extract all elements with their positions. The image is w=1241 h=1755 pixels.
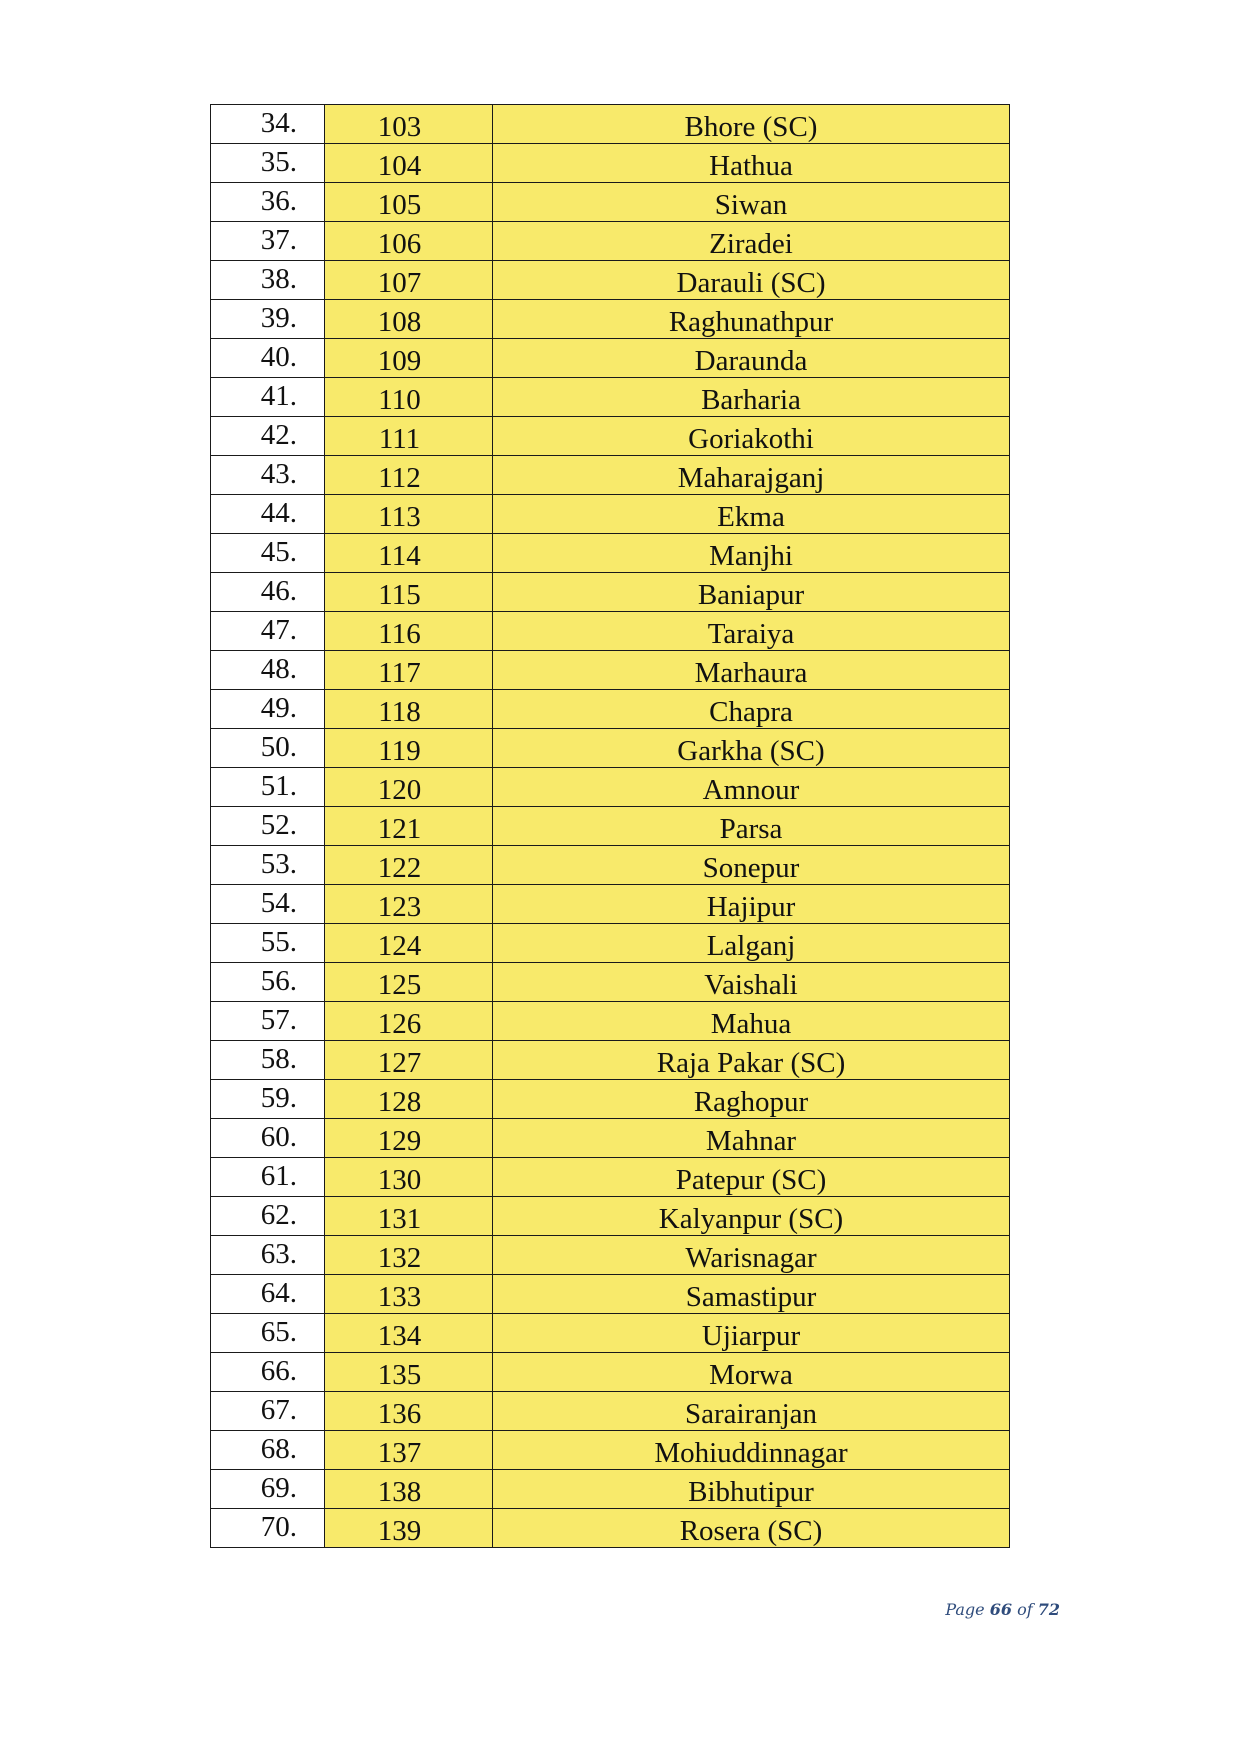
constituency-name-cell: Hajipur	[493, 885, 1010, 924]
ac-number-cell: 110	[325, 378, 493, 417]
ac-number-cell: 139	[325, 1509, 493, 1548]
table-row	[211, 1197, 1010, 1236]
table-row	[211, 690, 1010, 729]
constituency-name-cell: Warisnagar	[493, 1236, 1010, 1275]
constituency-name-cell: Samastipur	[493, 1275, 1010, 1314]
constituency-name-cell: Bibhutipur	[493, 1470, 1010, 1509]
serial-number-cell: 43.	[211, 456, 325, 495]
constituency-name-cell: Chapra	[493, 690, 1010, 729]
table-row	[211, 1353, 1010, 1392]
table-row	[211, 729, 1010, 768]
constituency-name-cell: Sarairanjan	[493, 1392, 1010, 1431]
constituency-name-cell: Marhaura	[493, 651, 1010, 690]
constituency-name-cell: Hathua	[493, 144, 1010, 183]
table-row	[211, 1275, 1010, 1314]
table-row	[211, 495, 1010, 534]
serial-number-cell: 44.	[211, 495, 325, 534]
ac-number-cell: 131	[325, 1197, 493, 1236]
serial-number-cell: 51.	[211, 768, 325, 807]
ac-number-cell: 118	[325, 690, 493, 729]
ac-number-cell: 107	[325, 261, 493, 300]
ac-number-cell: 106	[325, 222, 493, 261]
constituency-name-cell: Daraunda	[493, 339, 1010, 378]
table-row	[211, 417, 1010, 456]
constituency-name-cell: Maharajganj	[493, 456, 1010, 495]
serial-number-cell: 37.	[211, 222, 325, 261]
ac-number-cell: 117	[325, 651, 493, 690]
ac-number-cell: 123	[325, 885, 493, 924]
serial-number-cell: 61.	[211, 1158, 325, 1197]
serial-number-cell: 63.	[211, 1236, 325, 1275]
ac-number-cell: 109	[325, 339, 493, 378]
serial-number-cell: 50.	[211, 729, 325, 768]
table-row	[211, 1509, 1010, 1548]
serial-number-cell: 62.	[211, 1197, 325, 1236]
table-row	[211, 651, 1010, 690]
table-row	[211, 456, 1010, 495]
constituency-name-cell: Siwan	[493, 183, 1010, 222]
table-row	[211, 1392, 1010, 1431]
ac-number-cell: 129	[325, 1119, 493, 1158]
serial-number-cell: 60.	[211, 1119, 325, 1158]
table-row	[211, 1002, 1010, 1041]
constituency-name-cell: Parsa	[493, 807, 1010, 846]
table-row	[211, 183, 1010, 222]
constituency-name-cell: Ujiarpur	[493, 1314, 1010, 1353]
serial-number-cell: 52.	[211, 807, 325, 846]
ac-number-cell: 105	[325, 183, 493, 222]
ac-number-cell: 133	[325, 1275, 493, 1314]
constituency-name-cell: Raja Pakar (SC)	[493, 1041, 1010, 1080]
ac-number-cell: 124	[325, 924, 493, 963]
serial-number-cell: 56.	[211, 963, 325, 1002]
ac-number-cell: 135	[325, 1353, 493, 1392]
ac-number-cell: 103	[325, 105, 493, 144]
ac-number-cell: 119	[325, 729, 493, 768]
constituency-name-cell: Darauli (SC)	[493, 261, 1010, 300]
constituency-name-cell: Raghunathpur	[493, 300, 1010, 339]
table-row	[211, 1080, 1010, 1119]
constituency-name-cell: Mahnar	[493, 1119, 1010, 1158]
serial-number-cell: 46.	[211, 573, 325, 612]
serial-number-cell: 35.	[211, 144, 325, 183]
ac-number-cell: 130	[325, 1158, 493, 1197]
serial-number-cell: 34.	[211, 105, 325, 144]
page-footer	[945, 1600, 1060, 1619]
ac-number-cell: 137	[325, 1431, 493, 1470]
ac-number-cell: 104	[325, 144, 493, 183]
serial-number-cell: 42.	[211, 417, 325, 456]
constituency-name-cell: Goriakothi	[493, 417, 1010, 456]
of-label: of	[1017, 1600, 1033, 1619]
current-page-number: 66	[989, 1600, 1012, 1619]
ac-number-cell: 121	[325, 807, 493, 846]
table-row	[211, 339, 1010, 378]
ac-number-cell: 112	[325, 456, 493, 495]
table-row	[211, 222, 1010, 261]
constituency-name-cell: Lalganj	[493, 924, 1010, 963]
table-row	[211, 768, 1010, 807]
table-row	[211, 300, 1010, 339]
ac-number-cell: 136	[325, 1392, 493, 1431]
table-row	[211, 963, 1010, 1002]
table-row	[211, 261, 1010, 300]
constituency-name-cell: Patepur (SC)	[493, 1158, 1010, 1197]
constituency-name-cell: Mohiuddinnagar	[493, 1431, 1010, 1470]
serial-number-cell: 59.	[211, 1080, 325, 1119]
table-row	[211, 885, 1010, 924]
ac-number-cell: 138	[325, 1470, 493, 1509]
constituency-table-body	[211, 105, 1010, 1548]
table-row	[211, 846, 1010, 885]
serial-number-cell: 53.	[211, 846, 325, 885]
ac-number-cell: 115	[325, 573, 493, 612]
table-row	[211, 378, 1010, 417]
ac-number-cell: 116	[325, 612, 493, 651]
serial-number-cell: 57.	[211, 1002, 325, 1041]
serial-number-cell: 69.	[211, 1470, 325, 1509]
table-row	[211, 1119, 1010, 1158]
constituency-name-cell: Sonepur	[493, 846, 1010, 885]
ac-number-cell: 125	[325, 963, 493, 1002]
ac-number-cell: 128	[325, 1080, 493, 1119]
constituency-name-cell: Ziradei	[493, 222, 1010, 261]
serial-number-cell: 66.	[211, 1353, 325, 1392]
constituency-name-cell: Baniapur	[493, 573, 1010, 612]
ac-number-cell: 127	[325, 1041, 493, 1080]
table-row	[211, 573, 1010, 612]
ac-number-cell: 122	[325, 846, 493, 885]
constituency-table	[210, 104, 1010, 1548]
table-row	[211, 1470, 1010, 1509]
table-row	[211, 612, 1010, 651]
ac-number-cell: 132	[325, 1236, 493, 1275]
table-row	[211, 1236, 1010, 1275]
constituency-name-cell: Bhore (SC)	[493, 105, 1010, 144]
ac-number-cell: 126	[325, 1002, 493, 1041]
ac-number-cell: 134	[325, 1314, 493, 1353]
serial-number-cell: 67.	[211, 1392, 325, 1431]
serial-number-cell: 38.	[211, 261, 325, 300]
serial-number-cell: 68.	[211, 1431, 325, 1470]
serial-number-cell: 65.	[211, 1314, 325, 1353]
constituency-name-cell: Vaishali	[493, 963, 1010, 1002]
serial-number-cell: 64.	[211, 1275, 325, 1314]
serial-number-cell: 49.	[211, 690, 325, 729]
table-row	[211, 105, 1010, 144]
table-row	[211, 144, 1010, 183]
ac-number-cell: 108	[325, 300, 493, 339]
table-row	[211, 534, 1010, 573]
table-row	[211, 1158, 1010, 1197]
serial-number-cell: 70.	[211, 1509, 325, 1548]
ac-number-cell: 111	[325, 417, 493, 456]
serial-number-cell: 41.	[211, 378, 325, 417]
constituency-name-cell: Ekma	[493, 495, 1010, 534]
table-row	[211, 807, 1010, 846]
constituency-name-cell: Barharia	[493, 378, 1010, 417]
constituency-name-cell: Morwa	[493, 1353, 1010, 1392]
constituency-name-cell: Taraiya	[493, 612, 1010, 651]
constituency-name-cell: Manjhi	[493, 534, 1010, 573]
table-row	[211, 1431, 1010, 1470]
serial-number-cell: 47.	[211, 612, 325, 651]
constituency-name-cell: Amnour	[493, 768, 1010, 807]
serial-number-cell: 48.	[211, 651, 325, 690]
serial-number-cell: 40.	[211, 339, 325, 378]
serial-number-cell: 39.	[211, 300, 325, 339]
constituency-name-cell: Rosera (SC)	[493, 1509, 1010, 1548]
serial-number-cell: 45.	[211, 534, 325, 573]
ac-number-cell: 114	[325, 534, 493, 573]
ac-number-cell: 120	[325, 768, 493, 807]
serial-number-cell: 58.	[211, 1041, 325, 1080]
serial-number-cell: 36.	[211, 183, 325, 222]
serial-number-cell: 55.	[211, 924, 325, 963]
constituency-name-cell: Raghopur	[493, 1080, 1010, 1119]
table-row	[211, 1041, 1010, 1080]
constituency-name-cell: Kalyanpur (SC)	[493, 1197, 1010, 1236]
constituency-name-cell: Garkha (SC)	[493, 729, 1010, 768]
total-pages-number: 72	[1037, 1600, 1060, 1619]
table-row	[211, 1314, 1010, 1353]
ac-number-cell: 113	[325, 495, 493, 534]
serial-number-cell: 54.	[211, 885, 325, 924]
constituency-name-cell: Mahua	[493, 1002, 1010, 1041]
page-label: Page	[945, 1600, 985, 1619]
table-row	[211, 924, 1010, 963]
